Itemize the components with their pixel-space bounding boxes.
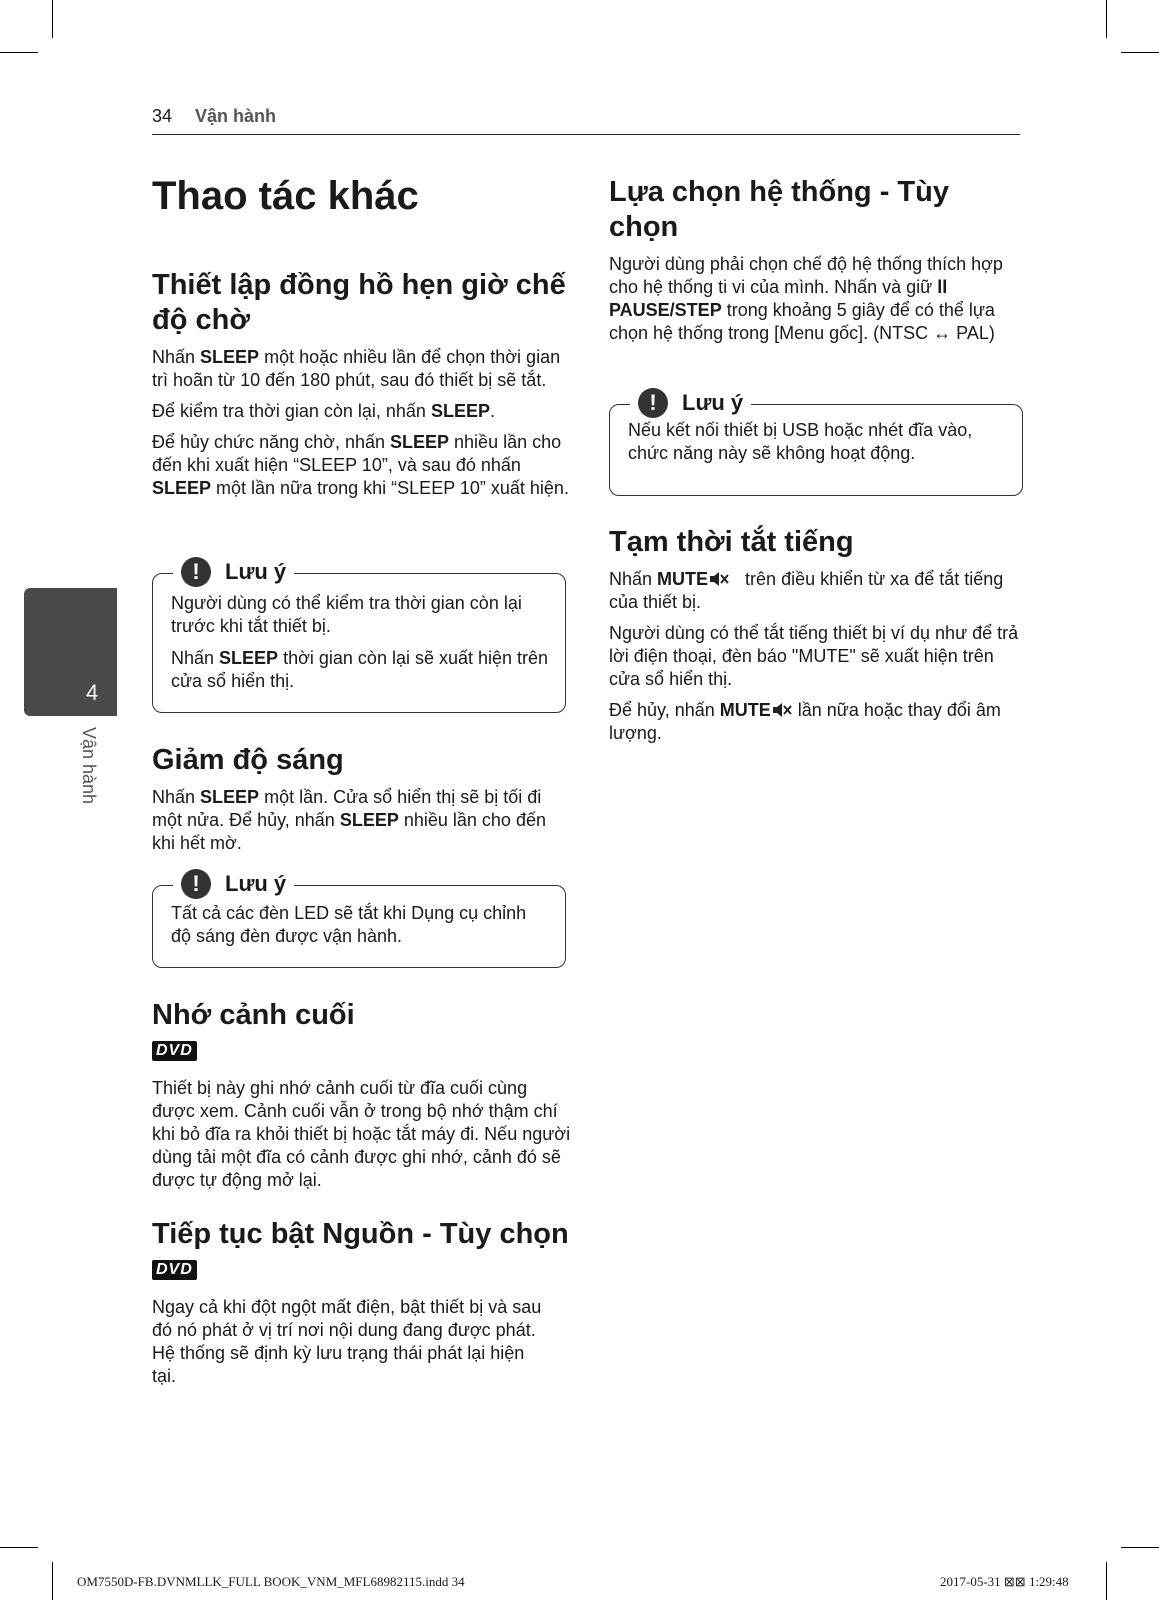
mute-heading: Tạm thời tắt tiếng <box>609 526 854 558</box>
system-heading: Lựa chọn hệ thống - Tùy chọn <box>609 176 949 243</box>
note-title: Lưu ý <box>225 559 287 584</box>
note-box <box>152 559 566 713</box>
chapter-label: Vận hành <box>79 727 99 805</box>
last-scene-p1: Thiết bị này ghi nhớ cảnh cuối từ đĩa cuối cùng được xem. Cảnh cuối vẫn ở trong bộ nhớ thậm chí khi bỏ đĩa ra khỏi thiết bị hoặc tắt máy đi. Nếu người dùng tải một đĩa có cảnh được ghi nhớ, cảnh đó sẽ được tự động mở lại. <box>152 1078 571 1190</box>
dvd-badge: DVD <box>152 1041 197 1061</box>
note-text: Tất cả các đèn LED sẽ tắt khi Dụng cụ chỉnh độ sáng đèn được vận hành. <box>171 903 527 946</box>
sleep-p2: Để kiểm tra thời gian còn lại, nhấn SLEEP. <box>152 401 495 421</box>
note-box <box>152 871 566 968</box>
mute-p3: Để hủy, nhấn MUTE lần nữa hoặc thay đổi âm lượng. <box>609 700 1001 743</box>
resume-p1: Ngay cả khi đột ngột mất điện, bật thiết bị và sau đó nó phát ở vị trí nơi nội dung đang được phát. Hệ thống sẽ định kỳ lưu trạng thái phát lại hiện tại. <box>152 1297 542 1386</box>
chapter-tab <box>24 588 117 716</box>
crop-mark <box>0 1547 38 1548</box>
note-text: Nếu kết nối thiết bị USB hoặc nhét đĩa vào, chức năng này sẽ không hoạt động. <box>628 420 973 463</box>
note-box <box>609 390 1023 496</box>
crop-mark <box>0 52 38 53</box>
crop-mark <box>52 1562 53 1600</box>
note-title: Lưu ý <box>682 390 744 415</box>
warning-icon: ! <box>181 869 211 899</box>
note-text: Người dùng có thể kiểm tra thời gian còn lại trước khi tắt thiết bị. <box>171 593 522 636</box>
footer-timestamp: 2017-05-31 ⊠⊠ 1:29:48 <box>940 1574 1069 1589</box>
chapter-number: 4 <box>86 680 99 705</box>
crop-mark <box>1121 52 1159 53</box>
sleep-p3: Để hủy chức năng chờ, nhấn SLEEP nhiều lần cho đến khi xuất hiện “SLEEP 10”, và sau đó nhấn SLEEP một lần nữa trong khi “SLEEP 10” xuất hiện. <box>152 432 569 498</box>
sleep-p1: Nhấn SLEEP một hoặc nhiều lần để chọn thời gian trì hoãn từ 10 đến 180 phút, sau đó thiết bị sẽ tắt. <box>152 347 561 390</box>
page-title: Thao tác khác <box>152 174 419 218</box>
footer-filename: OM7550D-FB.DVNMLLK_FULL BOOK_VNM_MFL68982115.indd 34 <box>77 1574 465 1589</box>
mute-p1: Nhấn MUTE trên điều khiển từ xa để tắt tiếng của thiết bị. <box>609 569 1004 612</box>
sleep-heading: Thiết lập đồng hồ hẹn giờ chế độ chờ <box>152 269 566 336</box>
warning-icon: ! <box>181 557 211 587</box>
dimmer-heading: Giảm độ sáng <box>152 744 344 776</box>
last-scene-heading: Nhớ cảnh cuối <box>152 999 355 1031</box>
page-number: 34 <box>152 106 173 126</box>
note-title: Lưu ý <box>225 871 287 896</box>
dvd-badge: DVD <box>152 1260 197 1280</box>
warning-icon: ! <box>638 388 668 418</box>
mute-icon <box>771 702 793 718</box>
crop-mark <box>1121 1547 1159 1548</box>
mute-icon <box>708 571 730 587</box>
crop-mark <box>52 0 53 38</box>
dimmer-p1: Nhấn SLEEP một lần. Cửa sổ hiển thị sẽ bị tối đi một nửa. Để hủy, nhấn SLEEP nhiều lần cho đến khi hết mờ. <box>152 787 546 853</box>
page-header <box>152 104 1020 135</box>
crop-mark <box>1106 0 1107 38</box>
mute-p2: Người dùng có thể tắt tiếng thiết bị ví dụ như để trả lời điện thoại, đèn báo "MUTE" sẽ xuất hiện trên cửa sổ hiển thị. <box>609 623 1019 689</box>
crop-mark <box>1106 1562 1107 1600</box>
section-name: Vận hành <box>195 106 277 126</box>
resume-heading: Tiếp tục bật Nguồn - Tùy chọn <box>152 1218 569 1250</box>
note-text: Nhấn SLEEP thời gian còn lại sẽ xuất hiện trên cửa sổ hiển thị. <box>171 648 549 691</box>
system-p1: Người dùng phải chọn chế độ hệ thống thích hợp cho hệ thống ti vi của mình. Nhấn và giữ ll PAUSE/STEP trong khoảng 5 giây để có thể lựa chọn hệ thống trong [Menu gốc]. (NTSC ↔ PAL) <box>609 254 1003 343</box>
